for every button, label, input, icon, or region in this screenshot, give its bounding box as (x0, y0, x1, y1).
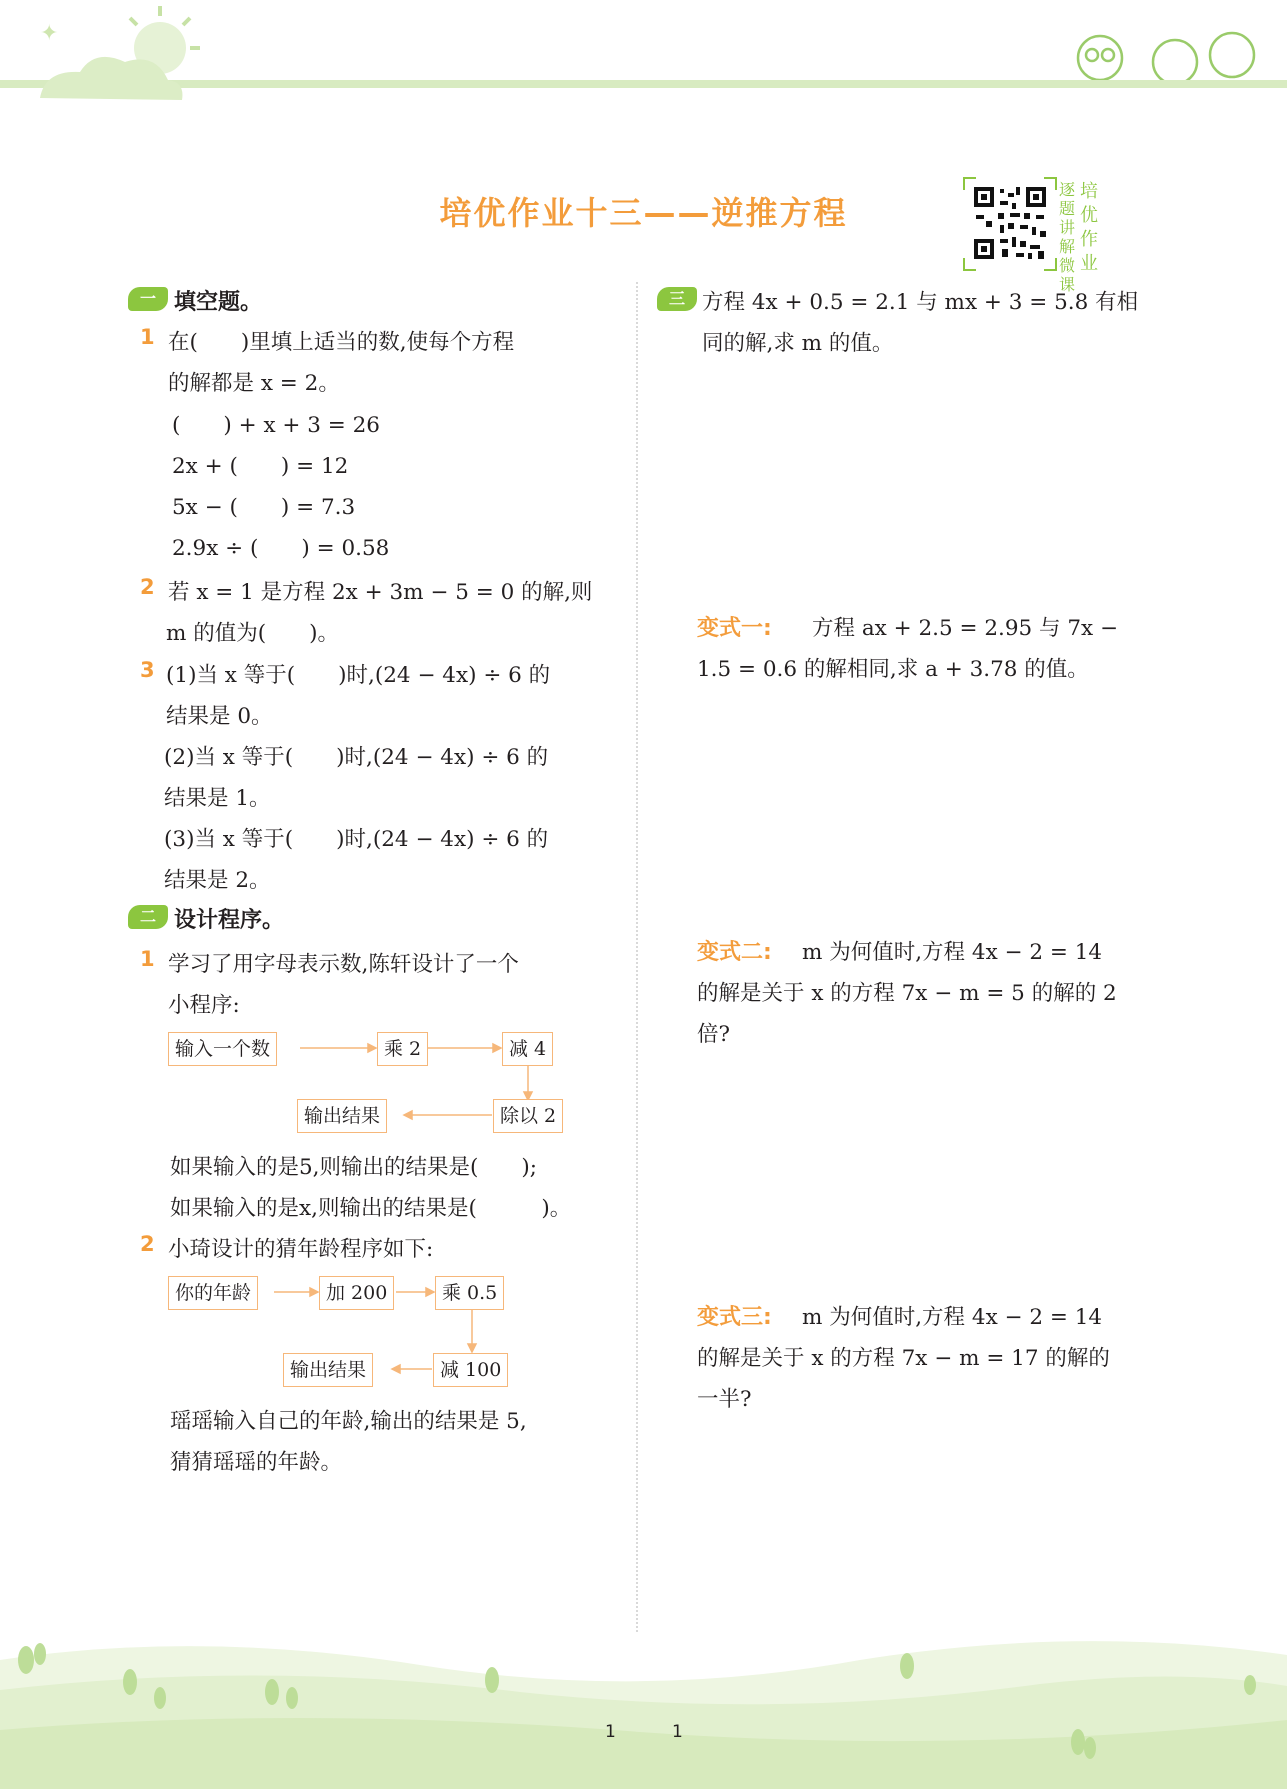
question-text: 的解是关于 x 的方程 7x − m = 5 的解的 2 (697, 981, 1117, 1006)
page-number-right: 1 (672, 1722, 683, 1742)
question-text: 的解都是 x = 2。 (168, 371, 340, 396)
flow-box: 减 100 (433, 1353, 508, 1387)
question-text: 一半? (697, 1387, 752, 1412)
svg-text:✦: ✦ (40, 21, 59, 46)
question-text: 倍? (697, 1022, 731, 1047)
question-text: m 为何值时,方程 4x − 2 = 14 (802, 1305, 1103, 1330)
equation-blank[interactable]: 2x + ( ) = 12 (172, 454, 349, 479)
section-title-1: 填空题。 (174, 290, 263, 315)
variant-label-1: 变式一: (697, 616, 772, 641)
flow-box: 输出结果 (283, 1353, 373, 1387)
question-text[interactable]: 如果输入的是x,则输出的结果是( )。 (170, 1196, 572, 1221)
question-text: 方程 ax + 2.5 = 2.95 与 7x − (812, 616, 1119, 641)
flowchart-1-arrows (0, 0, 640, 1500)
question-text: 结果是 0。 (166, 704, 273, 729)
qr-label-col2: 培 优 作 业 (1080, 181, 1098, 274)
question-text[interactable]: (1)当 x 等于( )时,(24 − 4x) ÷ 6 的 (166, 663, 551, 688)
qr-frame (962, 176, 1058, 272)
question-number-1: 1 (140, 325, 155, 349)
question-text: 方程 4x + 0.5 = 2.1 与 mx + 3 = 5.8 有相 (702, 290, 1139, 315)
question-text[interactable]: m 的值为( )。 (166, 621, 339, 646)
question-text[interactable]: 如果输入的是5,则输出的结果是( ); (170, 1155, 538, 1180)
question-text: 瑶瑶输入自己的年龄,输出的结果是 5, (170, 1409, 527, 1434)
page-number-left: 1 (605, 1722, 616, 1742)
section-badge-1: 一 (128, 287, 168, 311)
flow-box: 除以 2 (493, 1099, 563, 1133)
question-text: 若 x = 1 是方程 2x + 3m − 5 = 0 的解,则 (168, 580, 593, 605)
program-number-2: 2 (140, 1232, 155, 1256)
question-text: 在( )里填上适当的数,使每个方程 (168, 330, 515, 355)
flow-box: 输出结果 (297, 1099, 387, 1133)
equation-blank[interactable]: 2.9x ÷ ( ) = 0.58 (172, 536, 390, 561)
flow-box: 加 200 (319, 1276, 394, 1310)
question-text: 的解是关于 x 的方程 7x − m = 17 的解的 (697, 1346, 1110, 1371)
question-text: m 为何值时,方程 4x − 2 = 14 (802, 940, 1103, 965)
flow-box: 输入一个数 (168, 1032, 277, 1066)
question-number-3: 3 (140, 658, 155, 682)
question-text[interactable]: (3)当 x 等于( )时,(24 − 4x) ÷ 6 的 (164, 827, 549, 852)
page-title: 培优作业十三——逆推方程 (439, 194, 848, 232)
equation-blank[interactable]: ( ) + x + 3 = 26 (172, 413, 380, 438)
section-badge-3: 三 (657, 287, 697, 311)
question-text: 结果是 2。 (164, 868, 271, 893)
equation-blank[interactable]: 5x − ( ) = 7.3 (172, 495, 356, 520)
question-text: 结果是 1。 (164, 786, 271, 811)
question-text[interactable]: (2)当 x 等于( )时,(24 − 4x) ÷ 6 的 (164, 745, 549, 770)
qr-label-col1: 逐 题 讲 解 微 课 (1058, 180, 1075, 294)
flow-box: 乘 0.5 (435, 1276, 504, 1310)
question-text: 猜猜瑶瑶的年龄。 (170, 1450, 343, 1475)
question-text: 小程序: (168, 993, 240, 1018)
section-badge-2: 二 (128, 905, 168, 929)
flow-box: 乘 2 (377, 1032, 428, 1066)
flow-box: 你的年龄 (168, 1276, 258, 1310)
question-text: 1.5 = 0.6 的解相同,求 a + 3.78 的值。 (697, 657, 1089, 682)
question-text: 同的解,求 m 的值。 (702, 331, 894, 356)
program-number-1: 1 (140, 947, 155, 971)
footer-hills (0, 1620, 1287, 1789)
question-text: 学习了用字母表示数,陈轩设计了一个 (168, 952, 519, 977)
section-title-2: 设计程序。 (174, 908, 285, 933)
flow-box: 减 4 (502, 1032, 553, 1066)
question-number-2: 2 (140, 575, 155, 599)
variant-label-3: 变式三: (697, 1305, 772, 1330)
question-text: 小琦设计的猜年龄程序如下: (168, 1237, 434, 1262)
variant-label-2: 变式二: (697, 940, 772, 965)
